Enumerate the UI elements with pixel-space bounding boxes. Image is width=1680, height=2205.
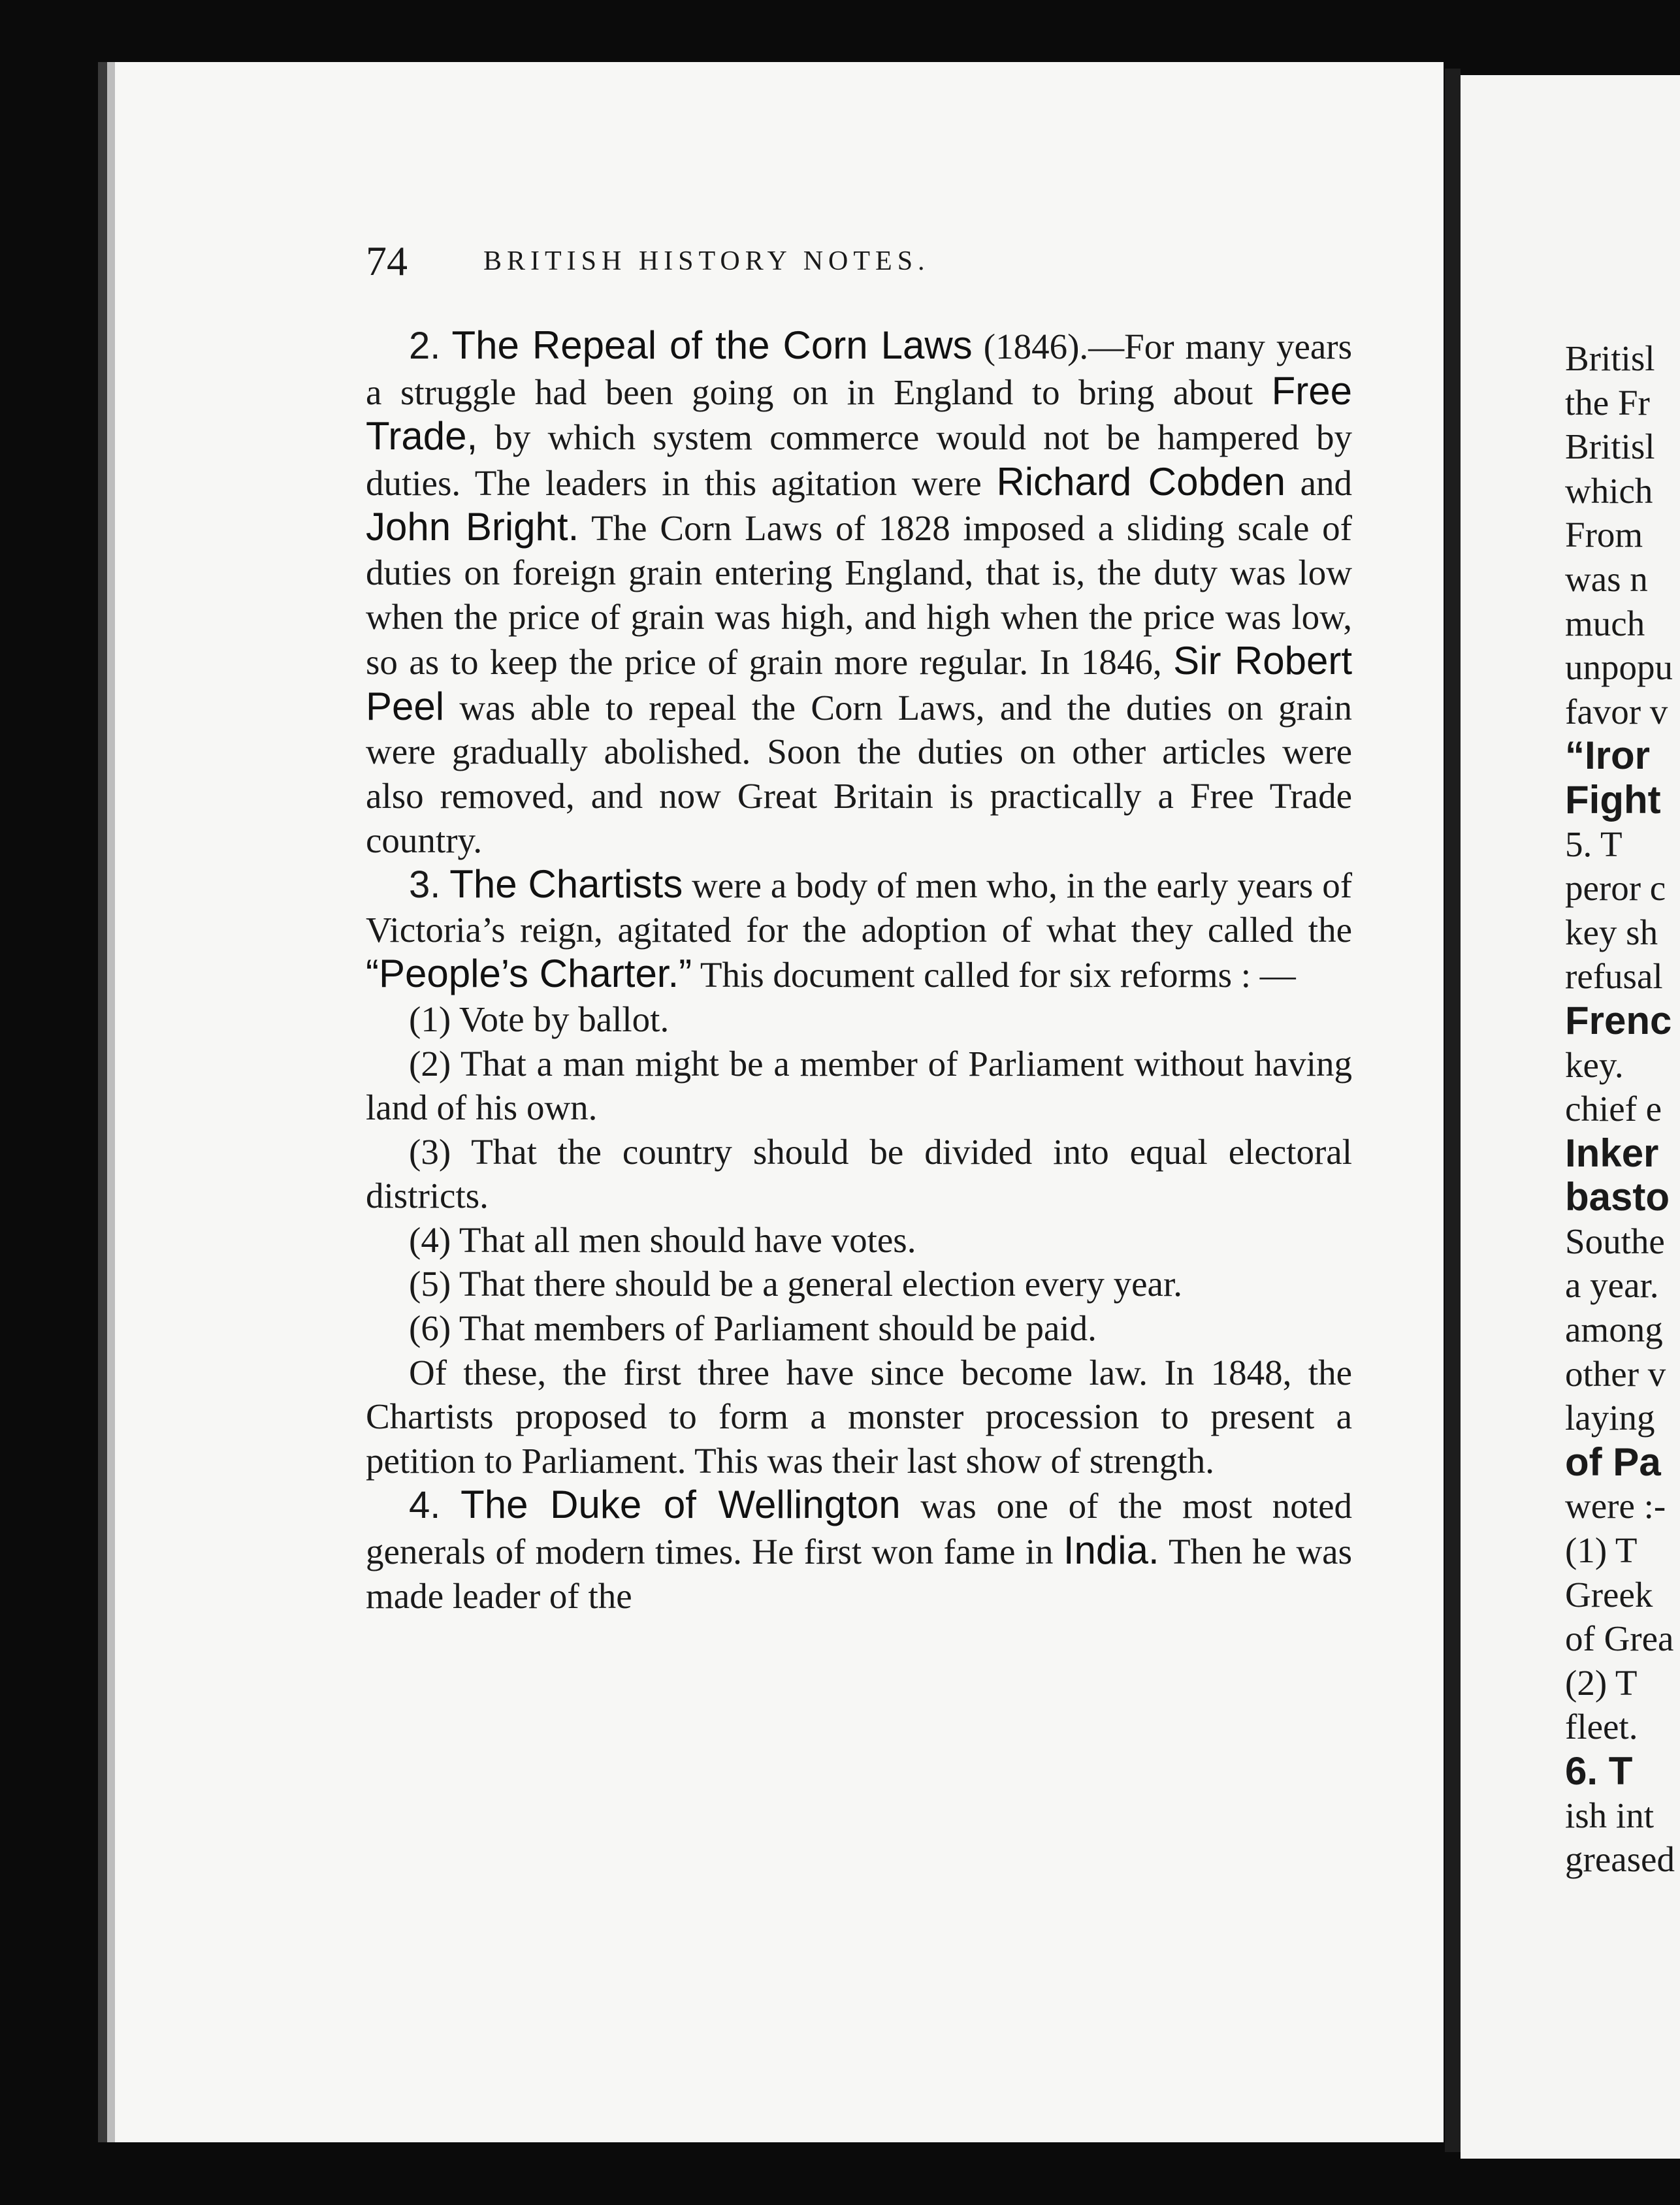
right-line: “Iror xyxy=(1565,733,1651,778)
paragraph-text: The Corn Laws of 1828 imposed a sliding scale of duties on foreign grain entering England, that is, the duty was low when the price of grain was high, and high when the price was low, so as to keep the price of grain more regular. In 1846, xyxy=(366,508,1352,683)
book-gutter xyxy=(1445,69,1461,2152)
keyword-india: India. xyxy=(1063,1528,1159,1573)
right-line: From xyxy=(1565,515,1643,555)
paragraph-text: were a body of men who, in the early years of Victoria’s reign, agitated for the adoption of what they called the xyxy=(366,865,1353,950)
right-line: of Grea xyxy=(1565,1618,1674,1659)
running-title: BRITISH HISTORY NOTES. xyxy=(483,246,930,276)
right-page-text xyxy=(1565,336,1680,1882)
right-line: laying xyxy=(1565,1398,1655,1438)
section-wellington xyxy=(366,1483,1352,1618)
right-line: greased xyxy=(1565,1839,1675,1880)
section-heading: The Duke of Wellington xyxy=(460,1483,901,1527)
section-heading: The Repeal of the Corn Laws xyxy=(451,323,973,367)
right-line: a year. xyxy=(1565,1265,1659,1306)
keyword-free-trade: Free Trade, xyxy=(366,368,1352,459)
right-line: 6. T xyxy=(1565,1749,1633,1793)
right-line: other v xyxy=(1565,1353,1666,1394)
reform-item: (2) That a man might be a member of Parliament without having land of his own. xyxy=(366,1043,1352,1128)
right-line: (2) T xyxy=(1565,1662,1638,1703)
right-line: which xyxy=(1565,470,1653,511)
section-number: 2. xyxy=(409,325,441,367)
reform-item: (3) That the country should be divided into equal electoral districts. xyxy=(366,1131,1352,1216)
right-line: Britisl xyxy=(1565,427,1655,467)
reform-item: (5) That there should be a general election every year. xyxy=(409,1264,1183,1304)
right-line: Britisl xyxy=(1565,338,1655,378)
right-page xyxy=(1461,75,1680,2159)
reform-item: (6) That members of Parliament should be paid. xyxy=(409,1308,1097,1349)
right-line: favor v xyxy=(1565,691,1668,732)
section-number: 3. xyxy=(409,863,441,907)
right-line: ish int xyxy=(1565,1795,1654,1835)
section-corn-laws xyxy=(366,323,1352,862)
page-body xyxy=(366,323,1352,1618)
right-line: among xyxy=(1565,1310,1663,1350)
section-number: 4. xyxy=(409,1484,441,1527)
paragraph-text: by which system commerce would not be hampered by duties. The leaders in this agitation were xyxy=(366,417,1352,503)
right-line: Inker xyxy=(1565,1131,1659,1175)
right-line: key. xyxy=(1565,1044,1624,1085)
right-line: key sh xyxy=(1565,912,1658,952)
right-line: was n xyxy=(1565,558,1648,599)
page-number: 74 xyxy=(366,238,408,284)
right-line: Southe xyxy=(1565,1221,1665,1261)
right-line: of Pa xyxy=(1565,1440,1661,1484)
paragraph-text: was one of the most noted generals of modern times. He first won fame in xyxy=(366,1486,1352,1572)
right-line: chief e xyxy=(1565,1089,1662,1129)
right-line: were :- xyxy=(1565,1486,1666,1526)
keyword-peel: Sir Robert Peel xyxy=(366,639,1352,728)
right-line: fleet. xyxy=(1565,1707,1638,1747)
paragraph-text: —For many years a struggle had been going on in England to bring about xyxy=(366,327,1353,412)
right-line: peror c xyxy=(1565,868,1666,909)
right-line: Frenc xyxy=(1565,998,1672,1042)
paragraph-text: and xyxy=(1300,462,1353,503)
right-line: 5. T xyxy=(1565,824,1623,864)
paragraph-text: This document called for six reforms : — xyxy=(700,955,1296,995)
section-year: (1846). xyxy=(983,327,1089,366)
paragraph-text: Then he was made leader of the xyxy=(366,1532,1352,1616)
right-line: Greek xyxy=(1565,1574,1653,1615)
right-line: unpopu xyxy=(1565,647,1673,688)
keyword-bright: John Bright. xyxy=(366,505,579,549)
right-line: refusal xyxy=(1565,956,1663,997)
reform-item: (4) That all men should have votes. xyxy=(409,1219,916,1260)
section-heading: The Chartists xyxy=(449,862,683,907)
paragraph-text: was able to repeal the Corn Laws, and the duties on grain were gradually abolished. Soon the duties on other articles were also removed, and now Great Britain is practically a Free Trade country. xyxy=(366,687,1353,860)
keyword-peoples-charter: “People’s Charter.” xyxy=(366,952,692,996)
right-line: Fight xyxy=(1565,777,1661,822)
right-line: basto xyxy=(1565,1175,1670,1219)
page-header xyxy=(268,232,1355,291)
chartists-closing: Of these, the first three have since become law. In 1848, the Chartists proposed to form a monster procession to present a petition to Parliament. This was their last show of strength. xyxy=(366,1352,1352,1481)
keyword-cobden: Richard Cobden xyxy=(996,459,1285,504)
reform-item: (1) Vote by ballot. xyxy=(409,999,670,1039)
section-chartists xyxy=(366,862,1352,997)
right-line: the Fr xyxy=(1565,382,1650,423)
right-line: (1) T xyxy=(1565,1530,1638,1571)
right-line: much xyxy=(1565,603,1645,643)
